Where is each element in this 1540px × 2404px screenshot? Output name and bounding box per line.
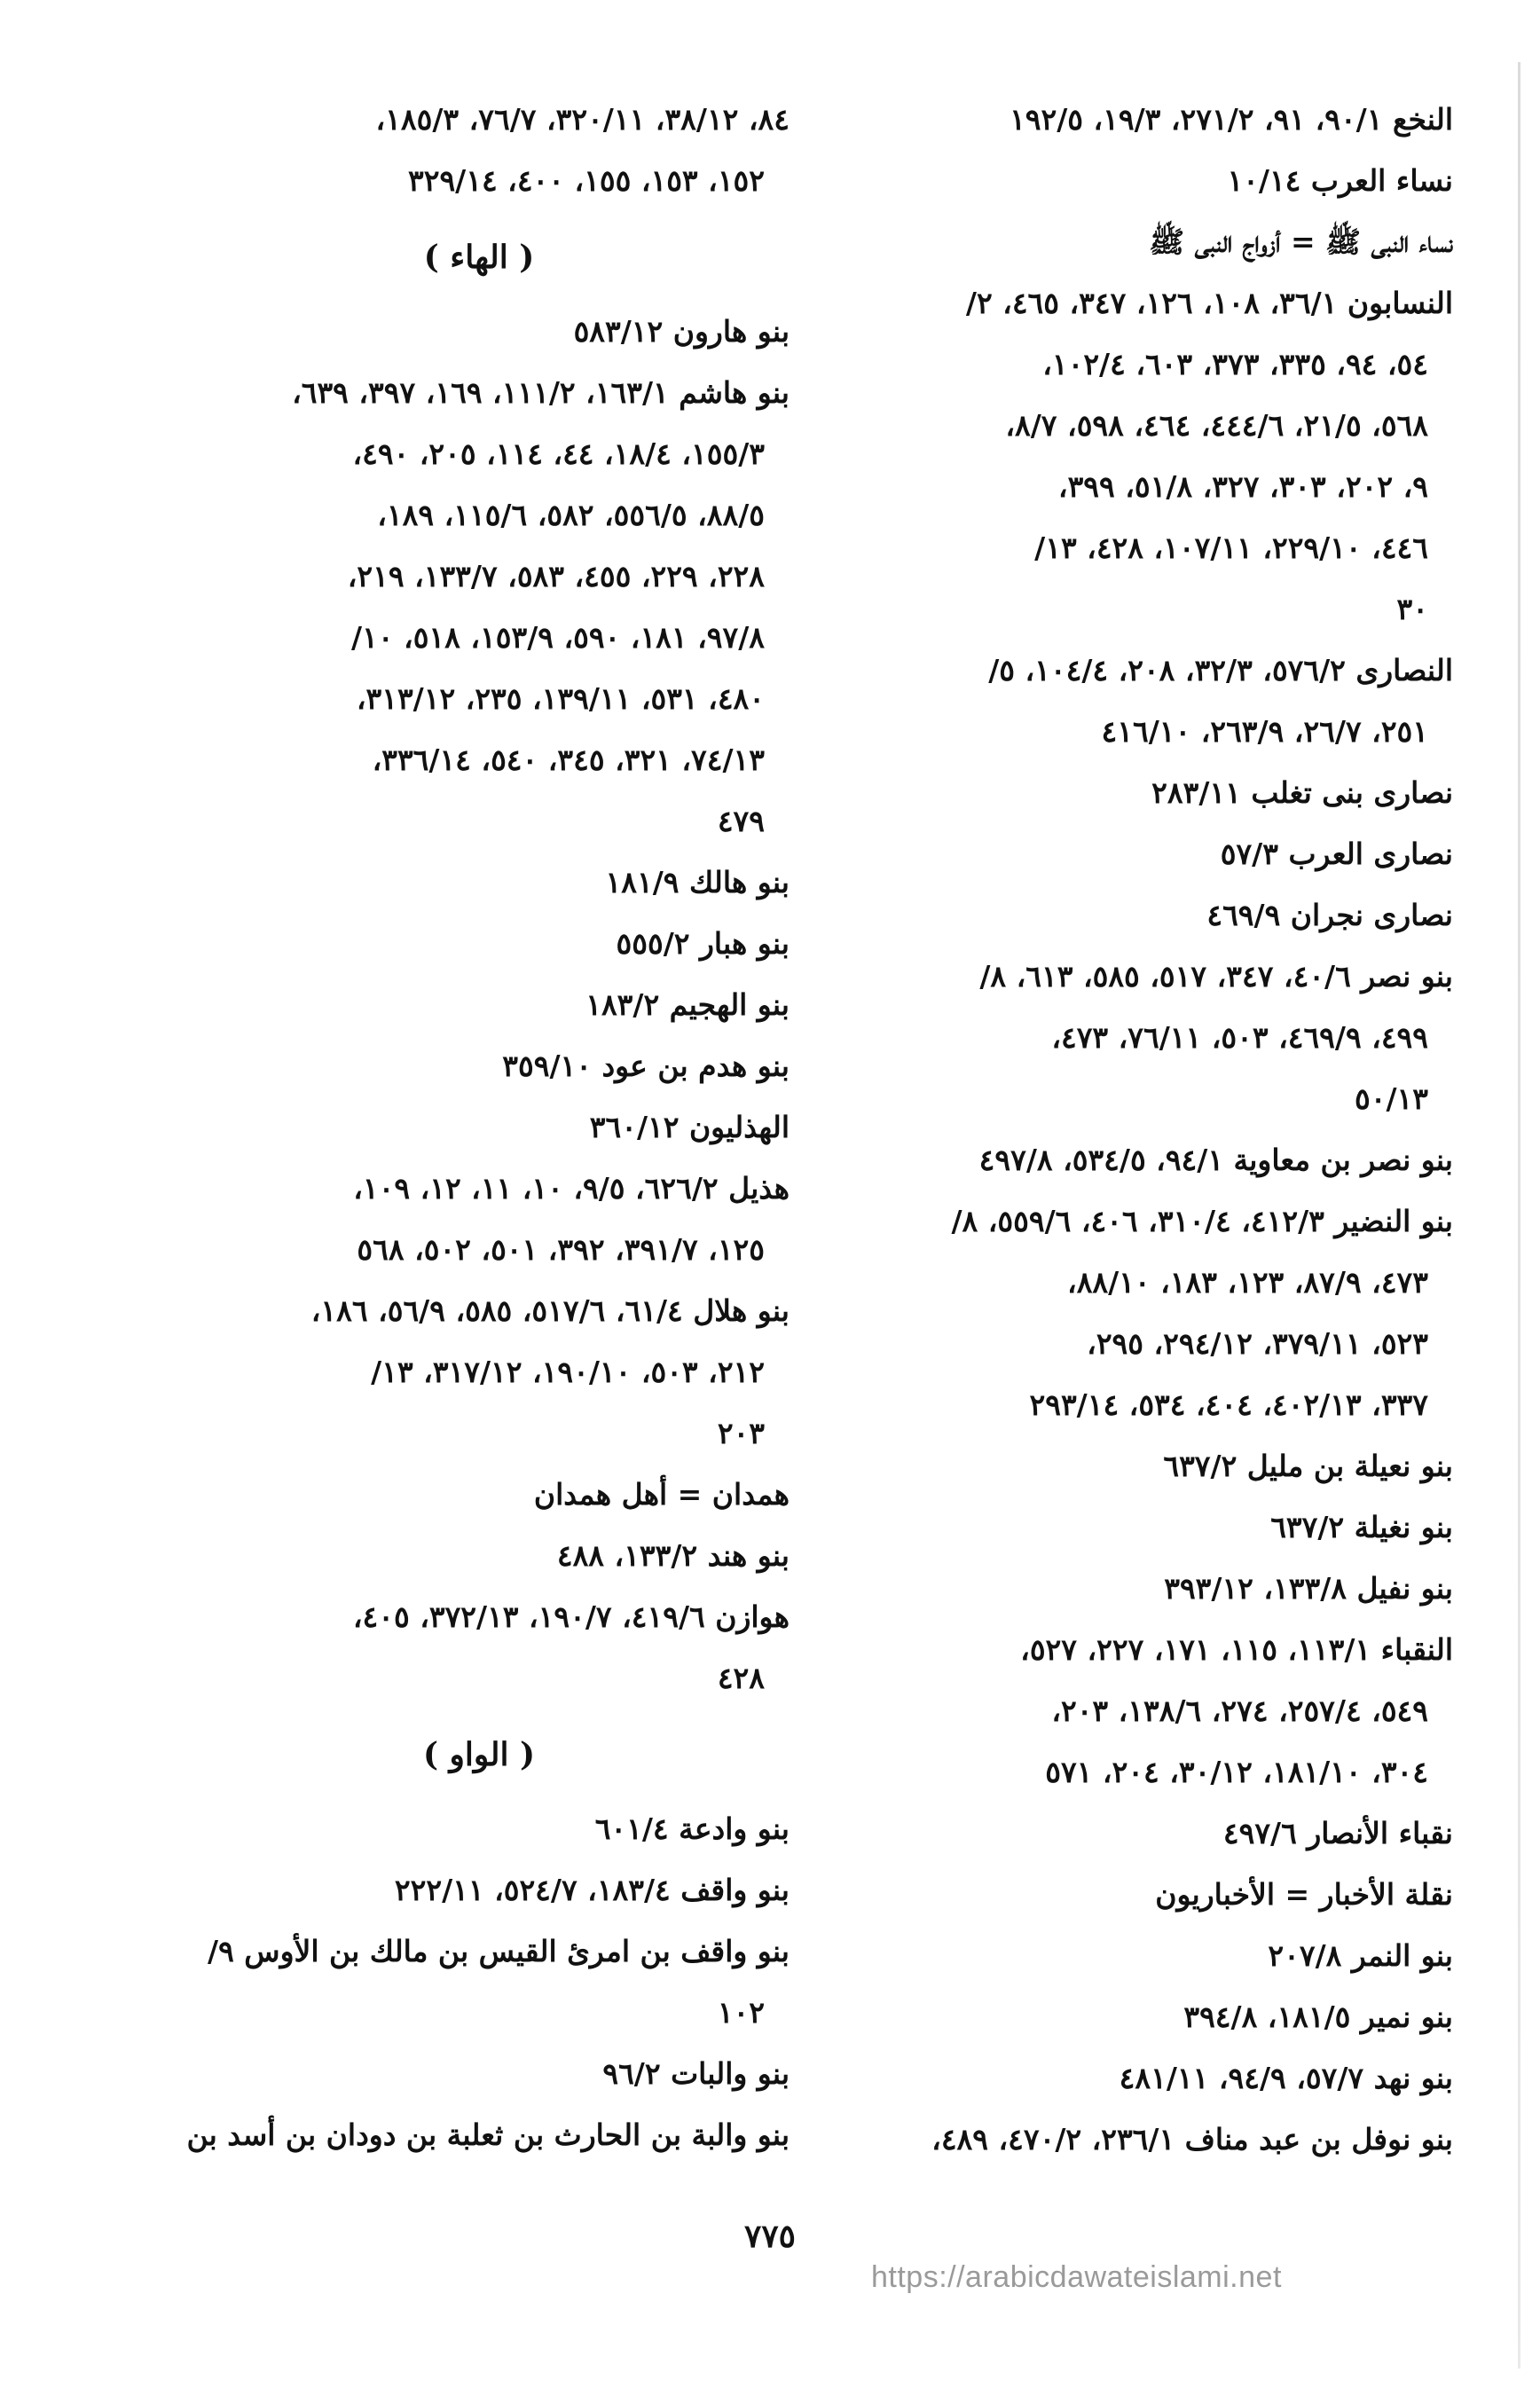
entry-line: النسابون ٣٦/١، ١٠٨، ١٢٦، ٣٤٧، ٤٦٥، ٢/ <box>965 286 1453 320</box>
entry-continuation-line: ٣٠ <box>1396 592 1428 626</box>
entry-continuation-line: ١٢٥، ٣٩١/٧، ٣٩٢، ٥٠١، ٥٠٢، ٥٦٨ <box>357 1232 765 1267</box>
entry-line: بنو والبات ٩٦/٢ <box>602 2056 790 2091</box>
index-entry <box>832 1986 1453 2047</box>
entry-line: بنو النمر ٢٠٧/٨ <box>1268 1938 1453 1973</box>
index-entry <box>832 211 1453 272</box>
entry-line: بنو هند ١٣٣/٢، ٤٨٨ <box>556 1538 790 1573</box>
entry-continuation-line: ٤٧٩ <box>717 804 765 838</box>
page-edge-shadow <box>1518 62 1520 2369</box>
entry-line: بنو والبة بن الحارث بن ثعلبة بن دودان بن أسد بن <box>186 2117 790 2152</box>
index-column-left <box>169 89 790 2165</box>
entry-continuation-line: ١٥٢، ١٥٣، ١٥٥، ٤٠٠، ٣٢٩/١٤ <box>408 163 765 198</box>
index-entry <box>832 1435 1453 1497</box>
left-column-continuation <box>169 89 790 211</box>
index-entry <box>169 2104 790 2165</box>
index-entry <box>169 1280 790 1464</box>
index-entry <box>832 2109 1453 2170</box>
index-entry <box>169 1798 790 1859</box>
index-entry <box>169 2043 790 2104</box>
entry-line: بنو نصر ٤٠/٦، ٣٤٧، ٥١٧، ٥٨٥، ٦١٣، ٨/ <box>979 959 1453 994</box>
entry-line: نساء النبى ﷺ = أزواج النبى ﷺ <box>1149 224 1453 259</box>
entry-continuation-line: ٥٢٣، ٣٧٩/١١، ٢٩٤/١٢، ٢٩٥، <box>1087 1326 1428 1361</box>
entry-continuation-line: ٢٠٣ <box>717 1416 765 1450</box>
entry-line: بنو هاشم ١٦٣/١، ١١١/٢، ١٦٩، ٣٩٧، ٦٣٩، <box>292 375 790 410</box>
entry-line: نساء العرب ١٠/١٤ <box>1227 163 1453 198</box>
entry-line: بنو هبار ٥٥٥/٢ <box>616 926 790 961</box>
index-entry <box>169 1859 790 1921</box>
entry-line: نقباء الأنصار ٤٩٧/٦ <box>1222 1816 1453 1850</box>
entry-continuation-line: ٤٤٦، ٢٢٩/١٠، ١٠٧/١١، ٤٢٨، ١٣/ <box>1034 530 1428 565</box>
entry-line: هذيل ٦٢٦/٢، ٩/٥، ١٠، ١١، ١٢، ١٠٩، <box>353 1171 790 1206</box>
index-entry <box>832 89 1453 150</box>
index-entry <box>832 1558 1453 1619</box>
entry-line: هوازن ٤١٩/٦، ١٩٠/٧، ٣٧٢/١٣، ٤٠٥، <box>352 1599 790 1634</box>
entry-continuation-line: ٤٩٩، ٤٦٩/٩، ٥٠٣، ٧٦/١١، ٤٧٣، <box>1051 1020 1428 1055</box>
entry-continuation-line: ٢٥١، ٢٦/٧، ٢٦٣/٩، ٤١٦/١٠ <box>1101 714 1428 749</box>
entry-line: بنو الهجيم ١٨٣/٢ <box>585 987 790 1022</box>
watermark-url: https://arabicdawateislami.net <box>871 2260 1282 2294</box>
entry-continuation-line: ٩٧/٨، ١٨١، ٥٩٠، ١٥٣/٩، ٥١٨، ١٠/ <box>351 620 765 655</box>
entry-continuation-line: ٣٣٧، ٤٠٢/١٣، ٤٠٤، ٥٣٤، ٢٩٣/١٤ <box>1029 1387 1428 1422</box>
entry-continuation-line: ١٠٢ <box>717 1995 765 2030</box>
index-entry <box>169 89 790 211</box>
entry-line: بنو وادعة ٦٠١/٤ <box>594 1811 790 1846</box>
entry-line: ٨٤، ٣٨/١٢، ٣٢٠/١١، ٧٦/٧، ١٨٥/٣، <box>375 102 790 137</box>
index-entry <box>832 1925 1453 1986</box>
index-entry <box>169 1158 790 1280</box>
index-entry <box>832 1619 1453 1803</box>
index-entry <box>832 946 1453 1129</box>
entry-line: بنو هارون ٥٨٣/١٢ <box>573 314 790 349</box>
entry-line: النخع ٩٠/١، ٩١، ٢٧١/٢، ١٩/٣، ١٩٢/٥ <box>1010 102 1453 137</box>
entry-line: همدان = أهل همدان <box>533 1477 790 1512</box>
entry-line: بنو نصر بن معاوية ٩٤/١، ٥٣٤/٥، ٤٩٧/٨ <box>978 1143 1453 1177</box>
entry-line: بنو نوفل بن عبد مناف ٢٣٦/١، ٤٧٠/٢، ٤٨٩، <box>931 2122 1453 2157</box>
section-header-haa: ( الهاء ) <box>423 239 535 276</box>
index-entry <box>169 362 790 852</box>
entry-line: بنو نمير ١٨١/٥، ٣٩٤/٨ <box>1183 1999 1453 2034</box>
entry-continuation-line: ٥٤، ٩٤، ٣٣٥، ٣٧٣، ٦٠٣، ١٠٢/٤، <box>1042 347 1428 381</box>
entry-continuation-line: ٤٢٨ <box>717 1661 765 1695</box>
index-entry <box>832 640 1453 762</box>
entry-line: نقلة الأخبار = الأخباريون <box>1155 1877 1453 1912</box>
index-entry <box>169 1464 790 1525</box>
index-entry <box>832 2047 1453 2109</box>
index-entry <box>832 1190 1453 1435</box>
section-haa-entries <box>169 301 790 1709</box>
entry-continuation-line: ٤٧٣، ٨٧/٩، ١٢٣، ١٨٣، ٨٨/١٠، <box>1067 1265 1428 1300</box>
entry-line: بنو نعيلة بن مليل ٦٣٧/٢ <box>1163 1449 1453 1483</box>
index-entry <box>832 272 1453 640</box>
entry-continuation-line: ٩، ٢٠٢، ٣٠٣، ٣٢٧، ٥١/٨، ٣٩٩، <box>1057 469 1428 504</box>
entry-continuation-line: ٧٤/١٣، ٣٢١، ٣٤٥، ٥٤٠، ٣٣٦/١٤، <box>372 742 765 777</box>
index-entry <box>169 1096 790 1158</box>
entry-continuation-line: ٤٨٠، ٥٣١، ١٣٩/١١، ٢٣٥، ٣١٣/١٢، <box>356 681 765 716</box>
entry-line: بنو هالك ١٨١/٩ <box>605 865 790 900</box>
entry-line: بنو هدم بن عود ٣٥٩/١٠ <box>502 1049 790 1083</box>
index-entry <box>169 1921 790 2043</box>
entry-line: بنو نهد ٥٧/٧، ٩٤/٩، ٤٨١/١١ <box>1119 2061 1453 2095</box>
entry-continuation-line: ٢١٢، ٥٠٣، ١٩٠/١٠، ٣١٧/١٢، ١٣/ <box>371 1355 765 1389</box>
entry-continuation-line: ٣٠٤، ١٨١/١٠، ٣٠/١٢، ٢٠٤، ٥٧١ <box>1045 1755 1428 1789</box>
entry-line: نصارى بنى تغلب ٢٨٣/١١ <box>1151 775 1453 810</box>
entry-line: بنو النضير ٤١٢/٣، ٣١٠/٤، ٤٠٦، ٥٥٩/٦، ٨/ <box>951 1204 1453 1238</box>
entry-continuation-line: ٨٨/٥، ٥٥٦/٥، ٥٨٢، ١١٥/٦، ١٨٩، <box>377 498 765 532</box>
index-entry <box>169 1586 790 1709</box>
index-entry <box>832 884 1453 946</box>
page-number: ٧٧٥ <box>743 2218 796 2255</box>
entry-line: بنو هلال ٦١/٤، ٥١٧/٦، ٥٨٥، ٥٦/٩، ١٨٦، <box>310 1293 790 1328</box>
index-column-right <box>832 89 1453 2170</box>
entry-line: نصارى نجران ٤٦٩/٩ <box>1206 898 1453 932</box>
entry-continuation-line: ٥٤٩، ٢٥٧/٤، ٢٧٤، ١٣٨/٦، ٢٠٣، <box>1051 1693 1428 1728</box>
index-entry <box>832 762 1453 823</box>
entry-continuation-line: ١٥٥/٣، ١٨/٤، ٤٤، ١١٤، ٢٠٥، ٤٩٠، <box>352 436 765 471</box>
section-waw-entries <box>169 1798 790 2165</box>
index-entry <box>169 1035 790 1096</box>
entry-line: النقباء ١١٣/١، ١١٥، ١٧١، ٢٢٧، ٥٢٧، <box>1020 1632 1453 1667</box>
entry-continuation-line: ٢٢٨، ٢٢٩، ٤٥٥، ٥٨٣، ١٣٣/٧، ٢١٩، <box>347 559 765 593</box>
index-entry <box>169 1525 790 1586</box>
section-header-waw: ( الواو ) <box>422 1736 536 1773</box>
entry-continuation-line: ٥٦٨، ٢١/٥، ٤٤٤/٦، ٤٦٤، ٥٩٨، ٨/٧، <box>1005 408 1428 443</box>
index-entry <box>169 852 790 913</box>
index-entry <box>832 823 1453 884</box>
index-entry <box>169 301 790 362</box>
index-entry <box>832 1129 1453 1190</box>
entry-line: نصارى العرب ٥٧/٣ <box>1220 837 1453 871</box>
index-entry <box>169 974 790 1035</box>
entry-line: النصارى ٥٧٦/٢، ٣٢/٣، ٢٠٨، ١٠٤/٤، ٥/ <box>988 653 1453 687</box>
entry-line: بنو واقف ١٨٣/٤، ٥٢٤/٧، ٢٢٢/١١ <box>394 1873 790 1907</box>
index-entry <box>832 150 1453 211</box>
entry-line: بنو واقف بن امرئ القيس بن مالك بن الأوس ٩/ <box>208 1934 790 1968</box>
index-entry <box>169 913 790 974</box>
entry-line: بنو نغيلة ٦٣٧/٢ <box>1270 1510 1453 1544</box>
entry-line: بنو نفيل ١٣٣/٨، ٣٩٣/١٢ <box>1164 1571 1453 1606</box>
index-entry <box>832 1803 1453 1864</box>
index-entry <box>832 1864 1453 1925</box>
entry-line: الهذليون ٣٦٠/١٢ <box>589 1110 790 1144</box>
index-entry <box>832 1497 1453 1558</box>
entry-continuation-line: ٥٠/١٣ <box>1355 1081 1428 1116</box>
